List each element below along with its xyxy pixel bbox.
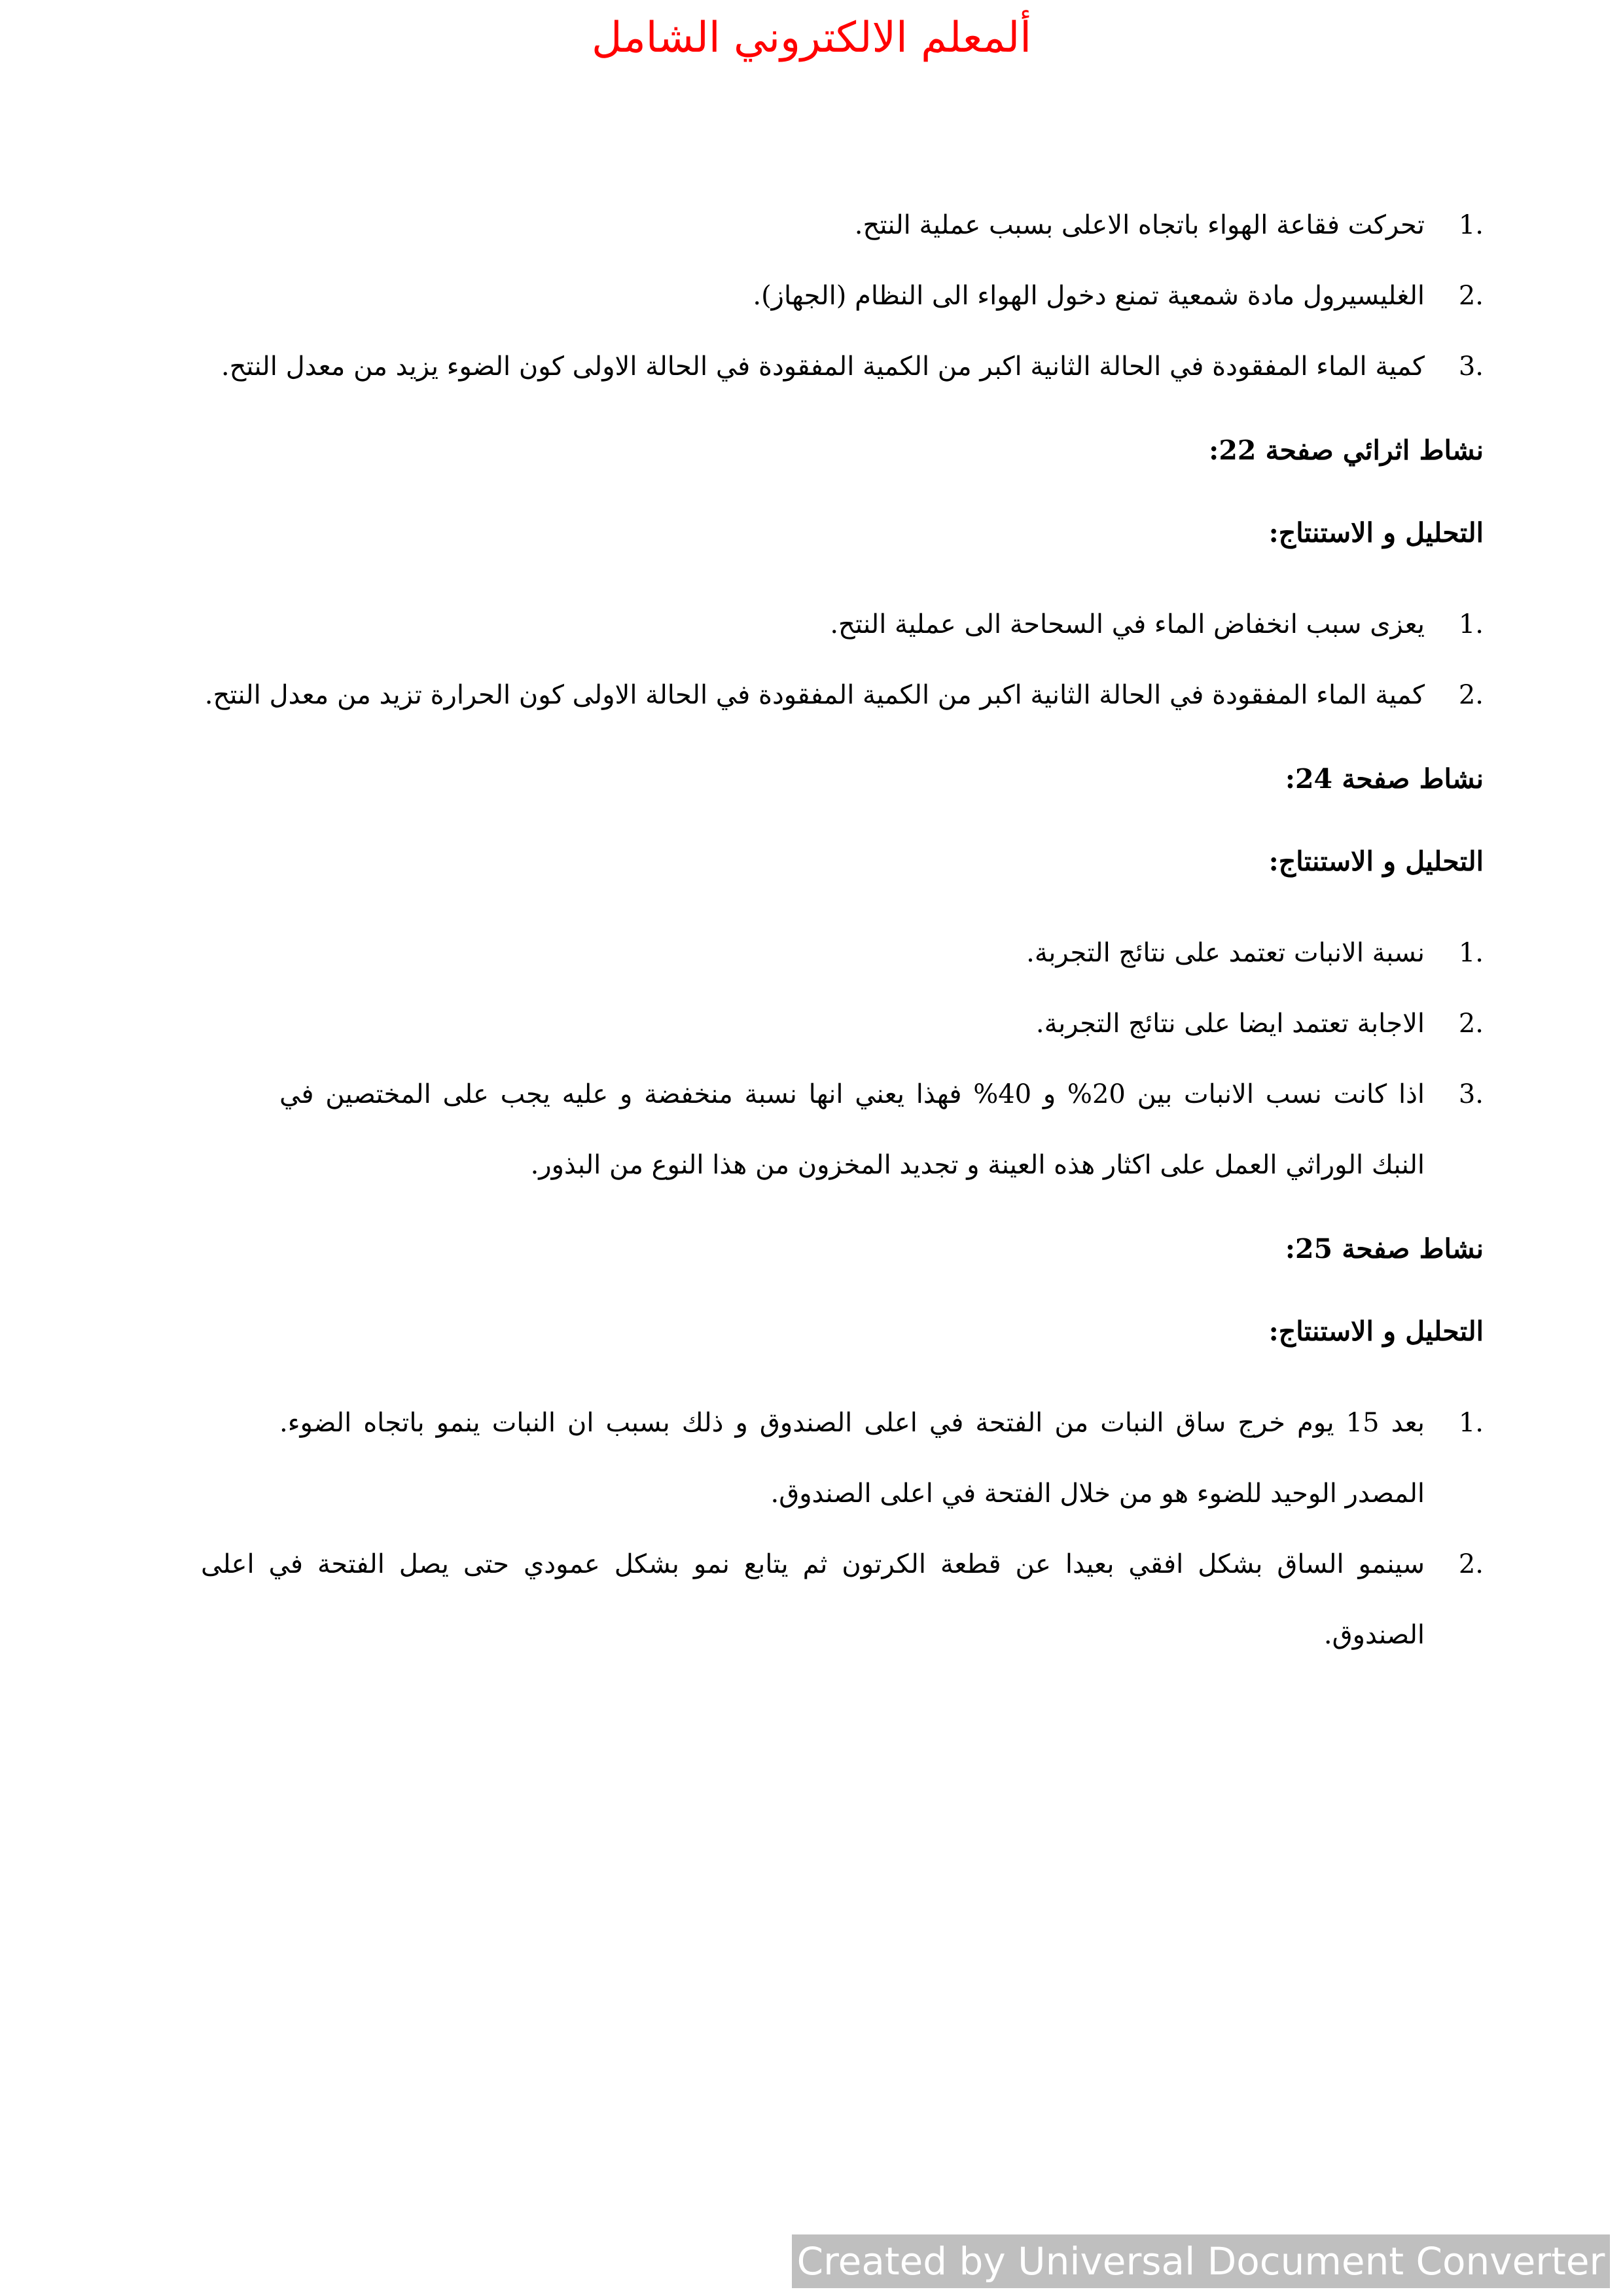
list-item — [201, 331, 1484, 402]
list-item-number: 1. — [1458, 938, 1484, 968]
list-item-text: الاجابة تعتمد ايضا على نتائج التجربة. — [1035, 1009, 1425, 1039]
list-item-number: 3. — [1458, 351, 1484, 382]
list-item-text: بعد 15 يوم خرج ساق النبات من الفتحة في اعلى الصندوق و ذلك بسبب ان النبات ينمو باتجاه الضوء. المصدر الوحيد للضوء هو من خلال الفتحة في اعلى الصندوق. — [279, 1408, 1425, 1509]
list-item — [201, 918, 1484, 988]
list-item-number: 3. — [1458, 1079, 1484, 1109]
list-item — [201, 660, 1484, 730]
list-item — [201, 988, 1484, 1059]
section-activity-22 — [201, 431, 1484, 730]
page-title: ألمعلم الالكتروني الشامل — [591, 14, 1032, 62]
document-body — [201, 190, 1484, 1699]
list-item — [201, 1388, 1484, 1529]
list-item-number: 2. — [1458, 281, 1484, 311]
list-item-text: الغليسيرول مادة شمعية تمنع دخول الهواء الى النظام (الجهاز). — [753, 281, 1425, 311]
list-item — [201, 260, 1484, 331]
converter-watermark-badge: Created by Universal Document Converter — [792, 2234, 1610, 2288]
section-list — [201, 918, 1484, 1200]
section-list — [201, 589, 1484, 730]
list-item-number: 2. — [1458, 680, 1484, 710]
list-item-text: اذا كانت نسب الانبات بين 20% و 40% فهذا يعني انها نسبة منخفضة و عليه يجب على المختصين في النبك الوراثي العمل على اكثار هذه العينة و تجديد المخزون من هذا النوع من البذور. — [279, 1079, 1425, 1180]
section-subheading: التحليل و الاستنتاج: — [1268, 1316, 1484, 1347]
list-item — [201, 190, 1484, 260]
list-item — [201, 589, 1484, 660]
section-heading: نشاط اثرائي صفحة 22: — [1209, 435, 1484, 466]
list-item-text: سينمو الساق بشكل افقي بعيدا عن قطعة الكرتون ثم يتابع نمو بشكل عمودي حتى يصل الفتحة في اعلى الصندوق. — [201, 1549, 1425, 1650]
list-item-number: 2. — [1458, 1549, 1484, 1579]
section-activity-25 — [201, 1229, 1484, 1670]
list-item-number: 1. — [1458, 1408, 1484, 1438]
list-item-text: نسبة الانبات تعتمد على نتائج التجربة. — [1026, 938, 1425, 968]
section-activity-24 — [201, 759, 1484, 1200]
list-item-text: يعزى سبب انخفاض الماء في السحاحة الى عملية النتح. — [830, 609, 1425, 639]
section-heading: نشاط صفحة 25: — [1285, 1233, 1484, 1265]
list-item-number: 1. — [1458, 210, 1484, 240]
intro-list — [201, 190, 1484, 402]
list-item-number: 1. — [1458, 609, 1484, 639]
section-subheading: التحليل و الاستنتاج: — [1268, 517, 1484, 548]
section-subheading: التحليل و الاستنتاج: — [1268, 846, 1484, 877]
list-item-text: كمية الماء المفقودة في الحالة الثانية اكبر من الكمية المفقودة في الحالة الاولى كون الضوء يزيد من معدل النتح. — [221, 351, 1425, 382]
list-item-number: 2. — [1458, 1009, 1484, 1039]
section-list — [201, 1388, 1484, 1670]
section-heading: نشاط صفحة 24: — [1285, 763, 1484, 795]
list-item — [201, 1059, 1484, 1200]
list-item — [201, 1529, 1484, 1670]
list-item-text: كمية الماء المفقودة في الحالة الثانية اكبر من الكمية المفقودة في الحالة الاولى كون الحرارة تزيد من معدل النتح. — [204, 680, 1425, 710]
list-item-text: تحركت فقاعة الهواء باتجاه الاعلى بسبب عملية النتح. — [854, 210, 1425, 240]
